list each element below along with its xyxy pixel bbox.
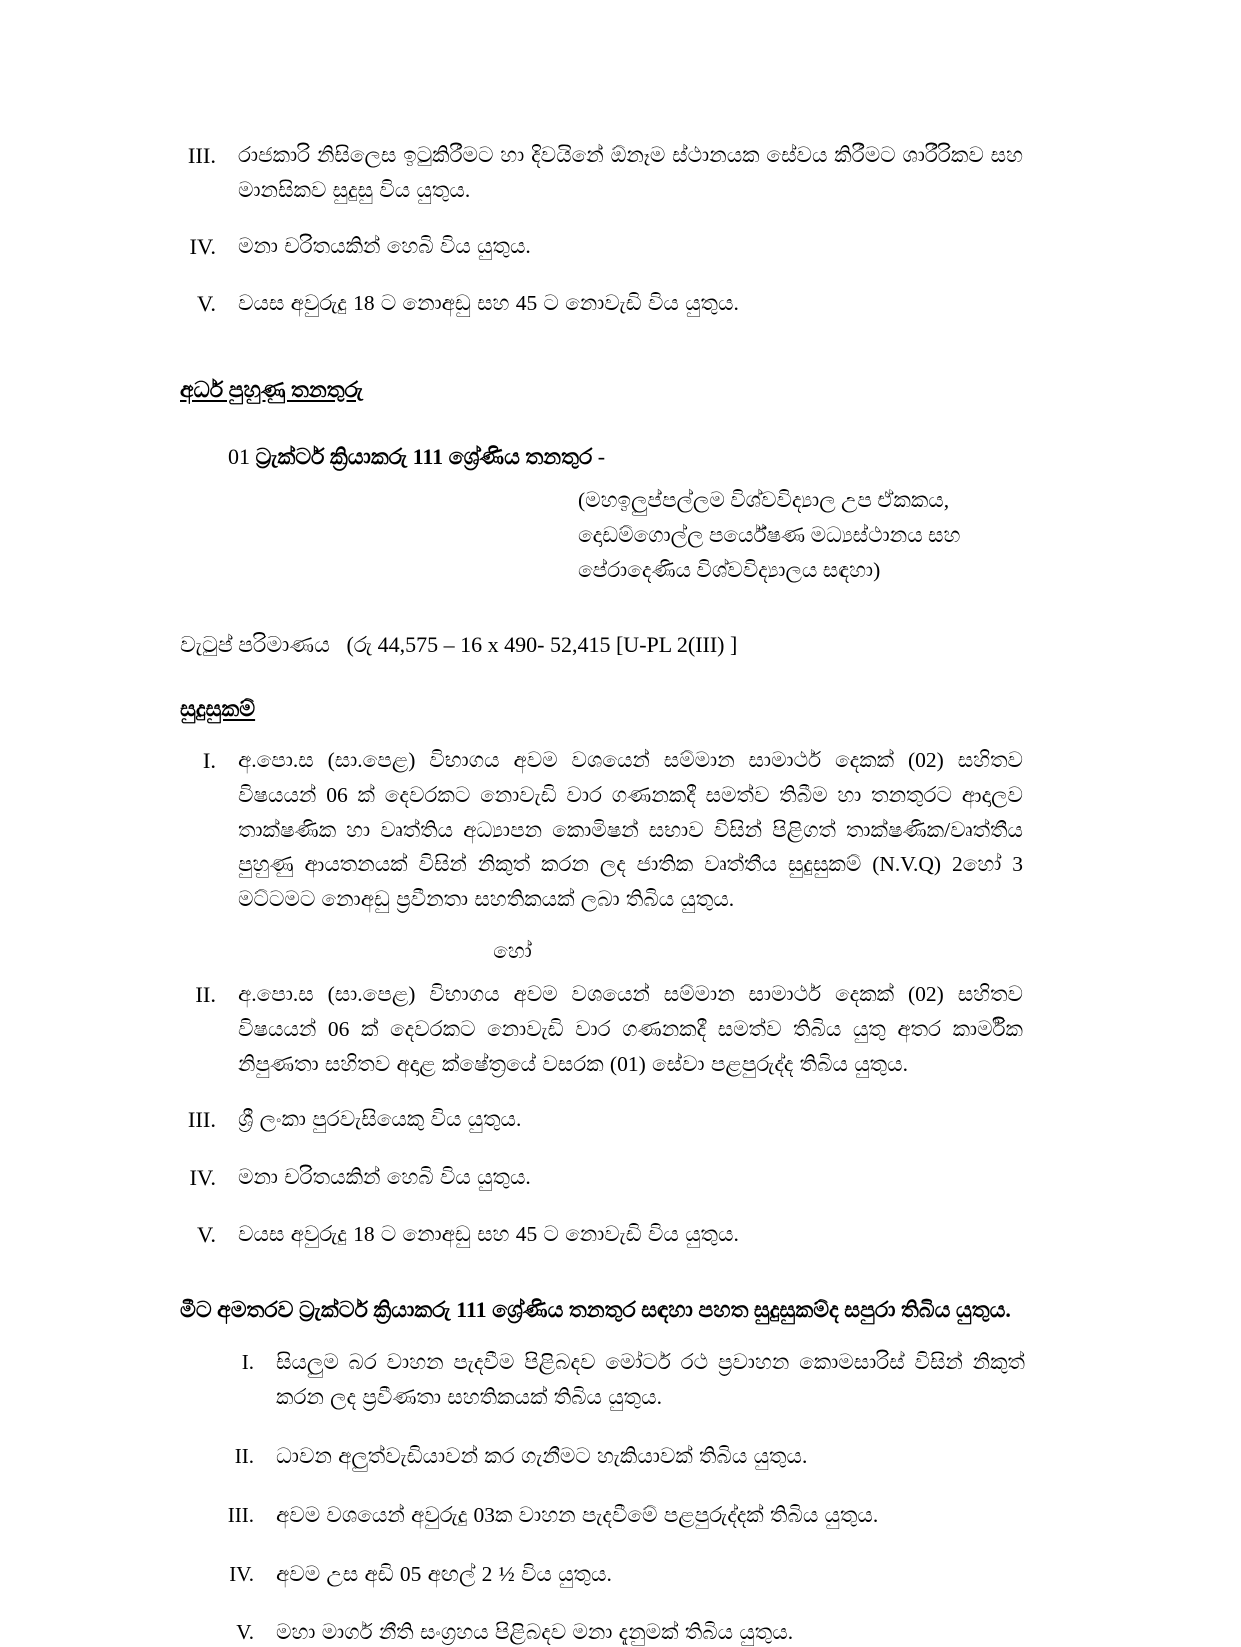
- list-text: අවම උස අඩි 05 අඟල් 2 ½ විය යුතුය.: [276, 1561, 612, 1586]
- salary-scale-line: [180, 627, 1025, 663]
- spacer: [180, 1275, 1025, 1291]
- list-text: වයස අවුරුදු 18 ට නොඅඩු සහ 45 ට නොවැඩි විය යුතුය.: [238, 1222, 739, 1247]
- qualifications-heading-wrapper: [180, 691, 1025, 727]
- list-item: [216, 1498, 1025, 1533]
- additional-requirements-list: [180, 1345, 1025, 1647]
- salary-scale-value: (රු 44,575 – 16 x 490- 52,415 [U-PL 2(III) ]: [346, 632, 738, 658]
- list-item: [180, 1217, 1025, 1253]
- list-marker: II.: [195, 981, 216, 1007]
- list-item: [180, 229, 1025, 265]
- additional-requirements-note: මීට අමතරව ට්‍රැක්ටර් ක්‍රියාකරු 111 ශ්‍රේණිය තනතුර සඳහා පහත සුදුසුකම්ද සපුරා තිබිය යුතුය.: [180, 1296, 1011, 1322]
- post-block: [180, 439, 1025, 587]
- post-title: [228, 439, 1025, 475]
- list-marker: III.: [187, 1107, 216, 1133]
- spacer: [180, 1329, 1025, 1345]
- list-marker: IV.: [189, 233, 216, 259]
- spacer: [180, 727, 1025, 743]
- list-item: [216, 1439, 1025, 1474]
- spacer: [180, 587, 1025, 627]
- list-text: රාජකාරි නිසිලෙස ඉටුකිරීමට හා දිවයිනේ ඕනෑම ස්ථානයක සේවය කිරීමට ශාරීරිකව සහ මානසිකව සුදුසු විය යුතුය.: [238, 143, 1023, 202]
- list-item: [180, 286, 1025, 322]
- post-name: ට්‍රැක්ටර් ක්‍රියාකරු 111 ශ්‍රේණිය තනතුර: [255, 444, 593, 470]
- list-item: [216, 1557, 1025, 1592]
- list-text: අවම වශයෙන් අවුරුදු 03ක වාහන පැදවීමේ පළපුරුද්දක් තිබිය යුතුය.: [276, 1502, 879, 1527]
- list-item: [180, 977, 1025, 1081]
- section-heading-wrapper: [180, 372, 1025, 408]
- list-marker: V.: [236, 1620, 254, 1645]
- list-item: [216, 1615, 1025, 1647]
- list-marker: V.: [197, 1222, 216, 1248]
- spacer: [180, 663, 1025, 691]
- list-text: මනා චරිතයකින් හෙබි විය යුතුය.: [238, 1164, 531, 1189]
- or-divider: හෝ: [493, 939, 532, 964]
- list-text: සියලුම බර වාහන පැදවීම පිළිබදව මෝටර් රථ ප්‍රවාහන කොමසාරිස් විසින් නිකුත් කරන ලද ප්‍රවීණතා සහතිකයක් තිබිය යුතුය.: [276, 1350, 1025, 1410]
- list-text: අ.පො.ස (සා.පෙළ) විභාගය අවම වශයෙන් සම්මාන සාමාර්ථ දෙකක් (02) සහිතව විෂයයන් 06 ක් දෙවරකට නොවැඩි වාර ගණනකදී සමත්ව තිබිය යුතු අතර කාර්මික නිපුණතා සහිතව අදාළ ක්ෂේත්‍රයේ වසරක (01) සේවා පළපුරුද්ද තිබිය යුතුය.: [238, 981, 1023, 1076]
- post-location-line: දොඩම්ගොල්ල පර්යේෂණ මධ්‍යස්ථානය සහ: [578, 522, 961, 547]
- top-requirements-list: [180, 138, 1025, 323]
- list-marker: III.: [187, 143, 216, 168]
- list-marker: III.: [227, 1502, 254, 1527]
- spacer: [180, 407, 1025, 435]
- list-text: ශ්‍රී ලංකා පුරවැසියෙකු විය යුතුය.: [238, 1107, 522, 1132]
- list-marker: V.: [197, 291, 216, 317]
- list-marker: I.: [241, 1350, 254, 1375]
- section-heading-semi-trained-posts: අර්ධ පුහුණු තනතුරු: [180, 376, 364, 402]
- qualifications-list-part1: [180, 743, 1025, 917]
- list-item: [180, 1102, 1025, 1138]
- qualifications-list-part2: [180, 977, 1025, 1254]
- list-item: [180, 1160, 1025, 1196]
- list-item: [180, 743, 1025, 917]
- spacer: [180, 344, 1025, 372]
- list-marker: IV.: [229, 1561, 254, 1586]
- list-text: අ.පො.ස (සා.පෙළ) විභාගය අවම වශයෙන් සම්මාන සාමාර්ථ දෙකක් (02) සහිතව විෂයයන් 06 ක් දෙවරකට නොවැඩි වාර ගණනකදී සමත්ව තිබීම හා තනතුරට ආදාලව තාක්ෂණික හා වෘත්තිය අධ්‍යාපන කොමිෂන් සභාව විසින් පිළිගත් තාක්ෂණික/වෘත්තීය පුහුණු ආයතනයක් විසින් නිකුත් කරන ලද ජාතික වෘත්තීය සුදුසුකම් (N.V.Q) 2හෝ 3 මට්ටමට නොඅඩු ප්‍රවීනතා සහතිකයක් ලබා තිබිය යුතුය.: [238, 747, 1023, 912]
- list-marker: I.: [202, 747, 216, 773]
- post-separator: -: [597, 444, 606, 470]
- document-body: [180, 138, 1025, 1647]
- list-marker: IV.: [189, 1164, 216, 1190]
- post-location-line: පේරාදෙණිය විශ්වවිද්‍යාලය සඳහා): [578, 557, 881, 582]
- list-item: [216, 1345, 1025, 1415]
- list-text: මනා චරිතයකින් හෙබි විය යුතුය.: [238, 233, 531, 258]
- list-text: මහා මාර්ග නීති සංග්‍රහය පිළිබදව මනා දැනුමක් තිබිය යුතුය.: [276, 1620, 794, 1645]
- post-locations: [228, 483, 1025, 587]
- post-location-line: (මහඉලුප්පල්ලම විශ්වවිද්‍යාල උප ඒකකය,: [578, 487, 950, 512]
- salary-label: වැටුප් පරිමාණය: [180, 632, 330, 658]
- list-text: ධාවන අලුත්වැඩියාවන් කර ගැනීමට හැකියාවක් තිබිය යුතුය.: [276, 1443, 808, 1468]
- qualifications-heading: සුදුසුකම්: [180, 696, 256, 722]
- list-item: [180, 138, 1025, 208]
- list-marker: II.: [234, 1443, 254, 1468]
- list-text: වයස අවුරුදු 18 ට නොඅඩු සහ 45 ට නොවැඩි විය යුතුය.: [238, 291, 739, 316]
- post-number: 01: [228, 444, 250, 470]
